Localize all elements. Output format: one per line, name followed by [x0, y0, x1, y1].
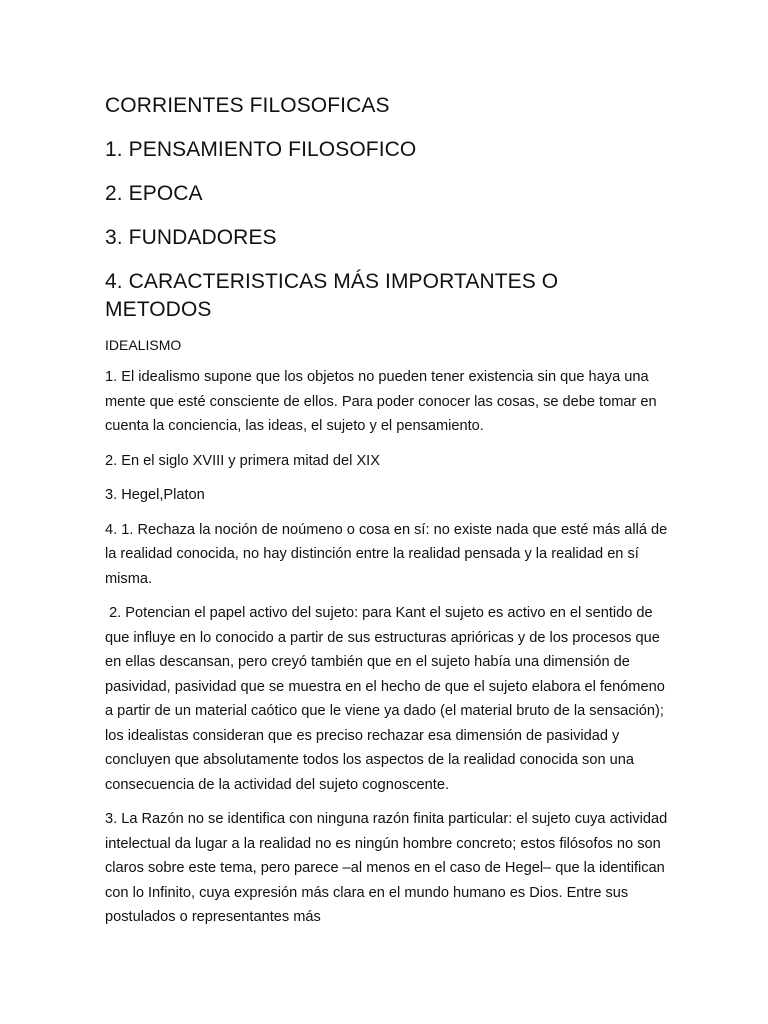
paragraph-epoca: 2. En el siglo XVIII y primera mitad del XIX [105, 452, 380, 469]
paragraph-caracteristica-3: 3. La Razón no se identifica con ninguna razón finita particular: el sujeto cuya actividad intelectual da lugar a la realidad no es ningún hombre concreto; estos filósofos no son claros sobre este tema, pero parece –al menos en el caso de Hegel– que la identifican con lo Infinito, cuya expresión más clara en el mundo humano es Dios. Entre sus postulados o representantes más [105, 811, 668, 925]
heading-caracteristicas: 4. CARACTERISTICAS MÁS IMPORTANTES O METODOS [105, 270, 559, 321]
document-body [105, 92, 670, 940]
heading-epoca: 2. EPOCA [105, 182, 203, 205]
paragraph-caracteristica-2: 2. Potencian el papel activo del sujeto: para Kant el sujeto es activo en el sentido de que influye en lo conocido a partir de sus estructuras aprióricas y de los procesos que en ellas descansan, pero creyó también que en el sujeto había una dimensión de pasividad, pasividad que se muestra en el hecho de que el sujeto elabora el fenómeno a partir de un material caótico que le viene ya dado (el material bruto de la sensación); los idealistas consideran que es preciso rechazar esa dimensión de pasividad y concluyen que absolutamente todos los aspectos de la realidad conocida son una consecuencia de la actividad del sujeto cognoscente. [105, 605, 669, 793]
paragraph-caracteristica-1: 4. 1. Rechaza la noción de noúmeno o cosa en sí: no existe nada que esté más allá de la realidad conocida, no hay distinción entre la realidad pensada y la realidad en sí misma. [105, 521, 668, 587]
heading-pensamiento-filosofico: 1. PENSAMIENTO FILOSOFICO [105, 138, 417, 161]
section-label-idealismo: IDEALISMO [105, 337, 182, 353]
heading-fundadores: 3. FUNDADORES [105, 226, 277, 249]
document-title: CORRIENTES FILOSOFICAS [105, 94, 390, 117]
paragraph-pensamiento: 1. El idealismo supone que los objetos no pueden tener existencia sin que haya una mente que esté consciente de ellos. Para poder conocer las cosas, se debe tomar en cuenta la conciencia, las ideas, el sujeto y el pensamiento. [105, 369, 657, 434]
paragraph-fundadores: 3. Hegel,Platon [105, 487, 205, 503]
